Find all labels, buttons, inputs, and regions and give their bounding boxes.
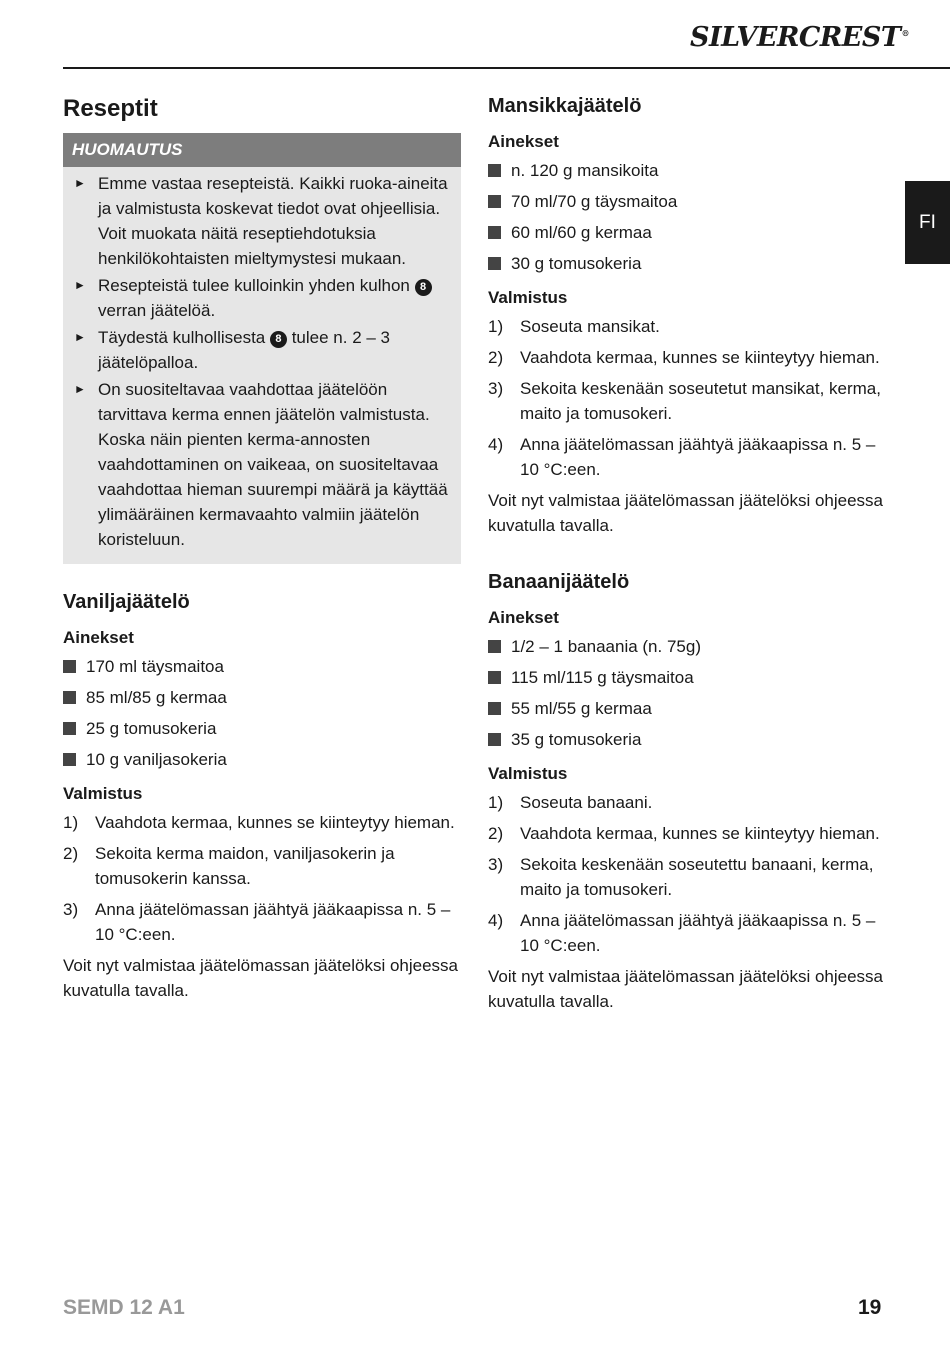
step-item: 1) Soseuta mansikat.: [488, 317, 660, 336]
ingredient-item: 85 ml/85 g kermaa: [63, 685, 461, 710]
ingredients-heading: Ainekset: [63, 628, 134, 647]
step-item: 4) Anna jäätelömassan jäähtyä jääkaapissa n. 5 – 10 °C:een.: [488, 911, 876, 955]
ingredient-item: 10 g vaniljasokeria: [63, 747, 461, 772]
ingredient-item: 35 g tomusokeria: [488, 727, 890, 752]
step-item: 2) Vaahdota kermaa, kunnes se kiinteytyy hieman.: [488, 348, 880, 367]
part-number-badge: 8: [270, 331, 287, 348]
ingredient-item: 30 g tomusokeria: [488, 251, 890, 276]
ingredient-item: n. 120 g mansikoita: [488, 158, 890, 183]
note-box: [63, 133, 461, 564]
steps-list: [63, 810, 461, 947]
ingredients-heading: Ainekset: [488, 608, 559, 627]
ingredients-heading: Ainekset: [488, 132, 559, 151]
ingredient-item: 70 ml/70 g täysmaitoa: [488, 189, 890, 214]
step-item: 2) Sekoita kerma maidon, vaniljasokerin ja tomusokerin kanssa.: [63, 844, 395, 888]
ingredients-list: [63, 654, 461, 772]
brand-logo: SILVERCREST®: [690, 22, 909, 53]
step-item: 1) Vaahdota kermaa, kunnes se kiinteytyy hieman.: [63, 813, 455, 832]
step-item: 1) Soseuta banaani.: [488, 793, 653, 812]
ingredient-item: 60 ml/60 g kermaa: [488, 220, 890, 245]
ingredient-item: 55 ml/55 g kermaa: [488, 696, 890, 721]
footer-model-number: SEMD 12 A1: [63, 1296, 185, 1319]
ingredients-list: [488, 634, 890, 752]
step-item: 3) Sekoita keskenään soseutetut mansikat, kerma, maito ja tomusokeri.: [488, 379, 881, 423]
recipe-title-banana: Banaanijäätelö: [488, 571, 630, 593]
note-list: [63, 167, 461, 552]
ingredient-item: 115 ml/115 g täysmaitoa: [488, 665, 890, 690]
ingredients-list: [488, 158, 890, 276]
steps-list: [488, 314, 890, 482]
method-heading: Valmistus: [63, 784, 143, 803]
step-item: 4) Anna jäätelömassan jäähtyä jääkaapissa n. 5 – 10 °C:een.: [488, 435, 876, 479]
page-title: Reseptit: [63, 95, 158, 122]
step-item: 3) Sekoita keskenään soseutettu banaani, kerma, maito ja tomusokeri.: [488, 855, 874, 899]
ingredient-item: 170 ml täysmaitoa: [63, 654, 461, 679]
ingredient-item: 25 g tomusokeria: [63, 716, 461, 741]
method-heading: Valmistus: [488, 288, 568, 307]
step-item: 3) Anna jäätelömassan jäähtyä jääkaapissa n. 5 – 10 °C:een.: [63, 900, 451, 944]
ingredient-item: 1/2 – 1 banaania (n. 75g): [488, 634, 890, 659]
left-column: [63, 90, 461, 1003]
note-item: ► Täydestä kulhollisesta 8 tulee n. 2 – 3 jäätelöpalloa.: [98, 325, 451, 375]
recipe-title-strawberry: Mansikkajäätelö: [488, 95, 642, 117]
language-tab: FI: [905, 181, 950, 264]
note-item: ► Resepteistä tulee kulloinkin yhden kulhon 8 verran jäätelöä.: [98, 273, 451, 323]
header-rule: [63, 67, 950, 69]
step-item: 2) Vaahdota kermaa, kunnes se kiinteytyy hieman.: [488, 824, 880, 843]
closing-text: Voit nyt valmistaa jäätelömassan jäätelöksi ohjeessa kuvatulla tavalla.: [488, 491, 883, 535]
note-item: ► Emme vastaa resepteistä. Kaikki ruoka-aineita ja valmistusta koskevat tiedot ovat ohjeellisia. Voit muokata näitä reseptiehdotuksia henkilökohtaisten mieltymystesi mukaan.: [98, 171, 451, 271]
page-number: 19: [858, 1296, 882, 1319]
closing-text: Voit nyt valmistaa jäätelömassan jäätelöksi ohjeessa kuvatulla tavalla.: [488, 967, 883, 1011]
note-item: ► On suositeltavaa vaahdottaa jäätelöön tarvittava kerma ennen jäätelön valmistusta. Koska näin pienten kerma-annosten vaahdottaminen on vaikeaa, on suositeltavaa vaahdottaa hieman suurempi määrä ja käyttää ylimääräinen kermavaahto valmiin jäätelön koristeluun.: [98, 377, 451, 552]
steps-list: [488, 790, 890, 958]
closing-text: Voit nyt valmistaa jäätelömassan jäätelöksi ohjeessa kuvatulla tavalla.: [63, 956, 458, 1000]
part-number-badge: 8: [415, 279, 432, 296]
recipe-title-vanilla: Vaniljajäätelö: [63, 591, 190, 613]
method-heading: Valmistus: [488, 764, 568, 783]
note-heading: HUOMAUTUS: [63, 133, 461, 167]
right-column: [488, 90, 890, 1014]
